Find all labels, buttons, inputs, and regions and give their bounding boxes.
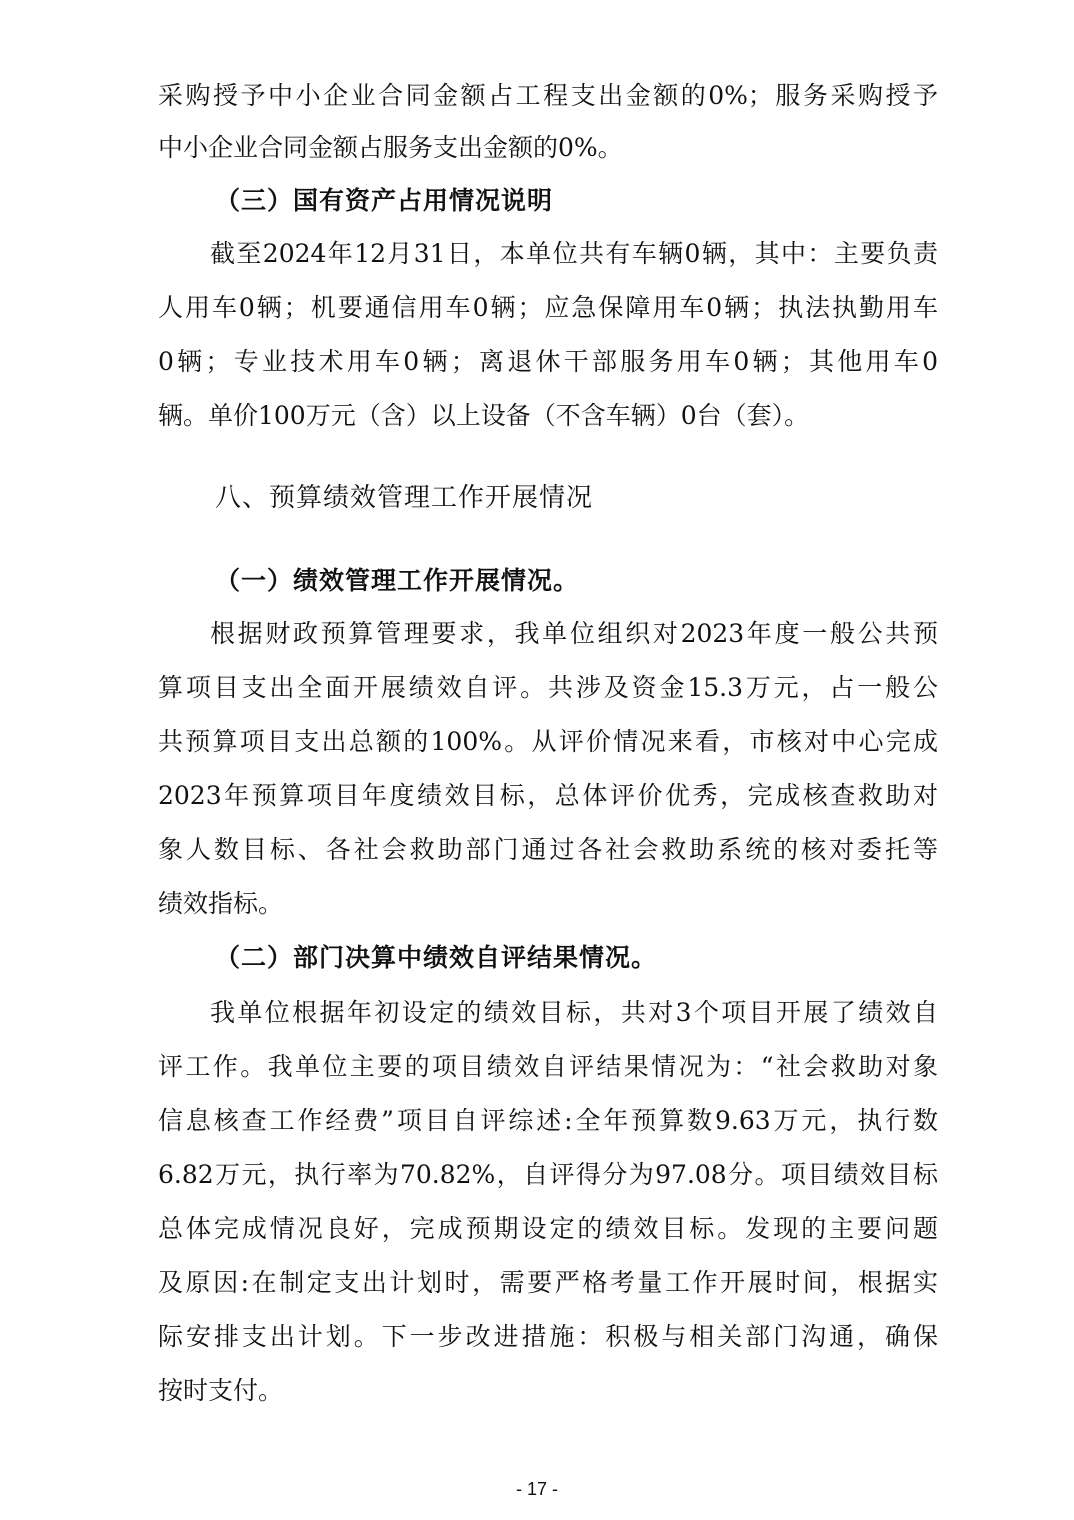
- self-eval-line-5: 总体完成情况良好，完成预期设定的绩效目标。发现的主要问题: [158, 1214, 938, 1243]
- procurement-line-1: 采购授予中小企业合同金额占工程支出金额的0%；服务采购授予: [158, 81, 938, 110]
- perf-mgmt-line-3: 共预算项目支出总额的100%。从评价情况来看，市核对中心完成: [158, 727, 938, 756]
- assets-line-2: 人用车0辆；机要通信用车0辆；应急保障用车0辆；执法执勤用车: [158, 293, 938, 322]
- self-eval-line-4: 6.82万元，执行率为70.82%，自评得分为97.08分。项目绩效目标: [158, 1160, 938, 1189]
- self-eval-line-1: 我单位根据年初设定的绩效目标，共对3个项目开展了绩效自: [210, 998, 938, 1027]
- assets-line-4: 辆。单价100万元（含）以上设备（不含车辆）0台（套）。: [158, 401, 810, 430]
- heading-state-assets: （三）国有资产占用情况说明: [215, 186, 554, 215]
- perf-mgmt-line-2: 算项目支出全面开展绩效自评。共涉及资金15.3万元，占一般公: [158, 673, 938, 702]
- self-eval-line-3: 信息核查工作经费”项目自评综述:全年预算数9.63万元，执行数: [158, 1106, 938, 1135]
- self-eval-line-7: 际安排支出计划。下一步改进措施：积极与相关部门沟通，确保: [158, 1322, 938, 1351]
- self-eval-line-2: 评工作。我单位主要的项目绩效自评结果情况为：“社会救助对象: [158, 1052, 938, 1081]
- assets-line-1: 截至2024年12月31日，本单位共有车辆0辆，其中：主要负责: [210, 239, 938, 268]
- perf-mgmt-line-4: 2023年预算项目年度绩效目标，总体评价优秀，完成核查救助对: [158, 781, 938, 810]
- perf-mgmt-line-5: 象人数目标、各社会救助部门通过各社会救助系统的核对委托等: [158, 835, 938, 864]
- self-eval-line-6: 及原因:在制定支出计划时，需要严格考量工作开展时间，根据实: [158, 1268, 938, 1297]
- self-eval-line-8: 按时支付。: [158, 1376, 284, 1405]
- assets-line-3: 0辆；专业技术用车0辆；离退休干部服务用车0辆；其他用车0: [158, 347, 938, 376]
- section-heading-8: 八、预算绩效管理工作开展情况: [215, 483, 594, 513]
- perf-mgmt-line-6: 绩效指标。: [158, 889, 284, 918]
- procurement-line-2: 中小企业合同金额占服务支出金额的0%。: [158, 133, 623, 162]
- heading-self-evaluation: （二）部门决算中绩效自评结果情况。: [215, 943, 658, 972]
- page-number: - 17 -: [515, 1479, 558, 1499]
- perf-mgmt-line-1: 根据财政预算管理要求，我单位组织对2023年度一般公共预: [210, 619, 938, 648]
- heading-performance-management: （一）绩效管理工作开展情况。: [215, 566, 580, 595]
